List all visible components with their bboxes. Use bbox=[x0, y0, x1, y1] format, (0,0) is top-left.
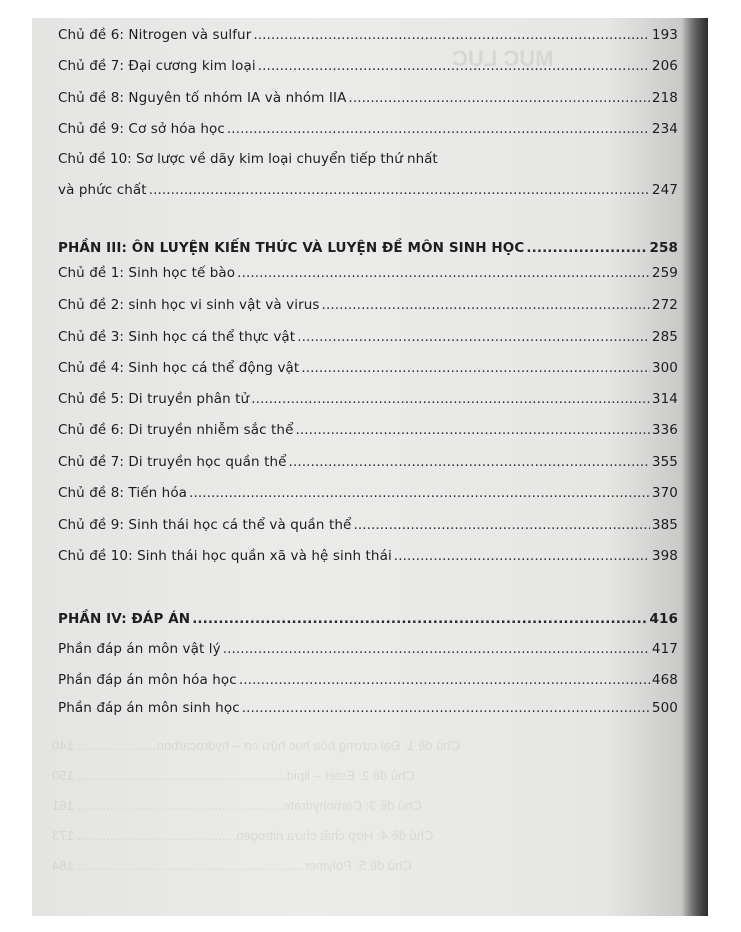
toc-entry-label: Chủ đề 7: Đại cương kim loại bbox=[58, 58, 256, 74]
part-heading-title: PHẦN III: ÔN LUYỆN KIẾN THỨC VÀ LUYỆN ĐỀ MÔN SINH HỌC bbox=[58, 240, 525, 256]
dot-leader bbox=[237, 265, 650, 281]
toc-entry-page: 355 bbox=[651, 454, 678, 470]
bleed-line: Chủ đề 5: Polymer............................................................... 184 bbox=[52, 858, 412, 873]
toc-entry-page: 218 bbox=[651, 90, 678, 106]
dot-leader bbox=[149, 182, 650, 198]
toc-entry-page: 285 bbox=[651, 329, 678, 345]
part-heading-page: 416 bbox=[649, 611, 678, 627]
dot-leader bbox=[227, 121, 650, 137]
toc-entry[interactable] bbox=[58, 182, 678, 198]
part-heading[interactable] bbox=[58, 611, 678, 627]
toc-entry-page: 370 bbox=[651, 485, 678, 501]
toc-entry[interactable] bbox=[58, 641, 678, 657]
dot-leader bbox=[526, 240, 647, 256]
toc-entry[interactable] bbox=[58, 90, 678, 106]
toc-entry-label: Chủ đề 3: Sinh học cá thể thực vật bbox=[58, 329, 296, 345]
toc-entry-label: Phần đáp án môn sinh học bbox=[58, 700, 240, 716]
toc-entry-label: Chủ đề 5: Di truyền phân tử bbox=[58, 391, 250, 407]
toc-entry-label: Chủ đề 4: Sinh học cá thể động vật bbox=[58, 360, 300, 376]
part-heading-page: 258 bbox=[649, 240, 678, 256]
toc-entry-label: Chủ đề 9: Sinh thái học cá thể và quần thể bbox=[58, 517, 352, 533]
toc-entry-label: Chủ đề 6: Di truyền nhiễm sắc thể bbox=[58, 422, 294, 438]
toc-entry-label: Chủ đề 6: Nitrogen và sulfur bbox=[58, 27, 252, 43]
toc-entry-page: 336 bbox=[651, 422, 678, 438]
toc-entry[interactable] bbox=[58, 121, 678, 137]
toc-entry[interactable] bbox=[58, 517, 678, 533]
toc-entry-label: Chủ đề 9: Cơ sở hóa học bbox=[58, 121, 225, 137]
dot-leader bbox=[258, 58, 650, 74]
dot-leader bbox=[296, 422, 650, 438]
toc-entry-page: 193 bbox=[651, 27, 678, 43]
toc-entry[interactable] bbox=[58, 58, 678, 74]
dot-leader bbox=[239, 672, 650, 688]
toc-entry-label-line1[interactable]: Chủ đề 10: Sơ lược về dãy kim loại chuyển tiếp thứ nhất bbox=[58, 151, 438, 167]
dot-leader bbox=[322, 297, 650, 313]
toc-entry-page: 385 bbox=[651, 517, 678, 533]
toc-entry-label: Chủ đề 8: Tiến hóa bbox=[58, 485, 188, 501]
dot-leader bbox=[251, 391, 650, 407]
dot-leader bbox=[353, 517, 649, 533]
dot-leader bbox=[297, 329, 650, 345]
dot-leader bbox=[301, 360, 650, 376]
toc-entry-page: 468 bbox=[651, 672, 678, 688]
page-edge-shadow bbox=[682, 18, 708, 916]
dot-leader bbox=[394, 548, 650, 564]
bleed-line: Chủ đề 2: Ester – lipid.......................................................... 150 bbox=[52, 768, 415, 783]
toc-entry[interactable] bbox=[58, 265, 678, 281]
toc-entry[interactable] bbox=[58, 422, 678, 438]
toc-entry-label: Chủ đề 8: Nguyên tố nhóm IA và nhóm IIA bbox=[58, 90, 347, 106]
toc-entry[interactable] bbox=[58, 391, 678, 407]
toc-entry-label-line2: và phức chất bbox=[58, 182, 147, 198]
toc-entry-page: 272 bbox=[651, 297, 678, 313]
bleed-line: Chủ đề 3: Carbohydrate......................................................... 161 bbox=[52, 798, 422, 813]
dot-leader bbox=[223, 641, 650, 657]
toc-entry[interactable] bbox=[58, 329, 678, 345]
dot-leader bbox=[289, 454, 650, 470]
toc-entry[interactable] bbox=[58, 485, 678, 501]
toc-entry-page: 247 bbox=[651, 182, 678, 198]
toc-entry-page: 500 bbox=[651, 700, 678, 716]
toc-entry-label: Phần đáp án môn vật lý bbox=[58, 641, 221, 657]
toc-entry[interactable] bbox=[58, 548, 678, 564]
toc-entry-page: 259 bbox=[651, 265, 678, 281]
dot-leader bbox=[242, 700, 650, 716]
toc-entry[interactable] bbox=[58, 700, 678, 716]
bleed-heading: MỤC LỤC bbox=[452, 46, 554, 71]
toc-entry-label: Chủ đề 7: Di truyền học quần thể bbox=[58, 454, 287, 470]
bleed-line: Chủ đề 4: Hợp chất chứa nitrogen............................................ 173 bbox=[52, 828, 434, 843]
toc-entry-page: 300 bbox=[651, 360, 678, 376]
toc-entry-label: Phần đáp án môn hóa học bbox=[58, 672, 237, 688]
toc-entry-page: 206 bbox=[651, 58, 678, 74]
toc-entry-label: Chủ đề 1: Sinh học tế bào bbox=[58, 265, 236, 281]
toc-entry-page: 398 bbox=[651, 548, 678, 564]
toc-entry-page: 314 bbox=[651, 391, 678, 407]
toc-entry-label: Chủ đề 2: sinh học vi sinh vật và virus bbox=[58, 297, 320, 313]
part-heading[interactable] bbox=[58, 240, 678, 256]
dot-leader bbox=[192, 611, 647, 627]
toc-entry-page: 417 bbox=[651, 641, 678, 657]
toc-entry[interactable] bbox=[58, 297, 678, 313]
dot-leader bbox=[348, 90, 650, 106]
dot-leader bbox=[189, 485, 650, 501]
dot-leader bbox=[253, 27, 650, 43]
toc-entry[interactable] bbox=[58, 27, 678, 43]
toc-entry[interactable] bbox=[58, 454, 678, 470]
toc-entry[interactable] bbox=[58, 360, 678, 376]
bleed-line: Chủ đề 1: Đại cương hóa học hữu cơ – hydrocarbon...................... 140 bbox=[52, 738, 461, 753]
toc-entry[interactable] bbox=[58, 672, 678, 688]
part-heading-title: PHẦN IV: ĐÁP ÁN bbox=[58, 611, 191, 627]
toc-entry-page: 234 bbox=[651, 121, 678, 137]
toc-entry-label: Chủ đề 10: Sinh thái học quần xã và hệ sinh thái bbox=[58, 548, 392, 564]
